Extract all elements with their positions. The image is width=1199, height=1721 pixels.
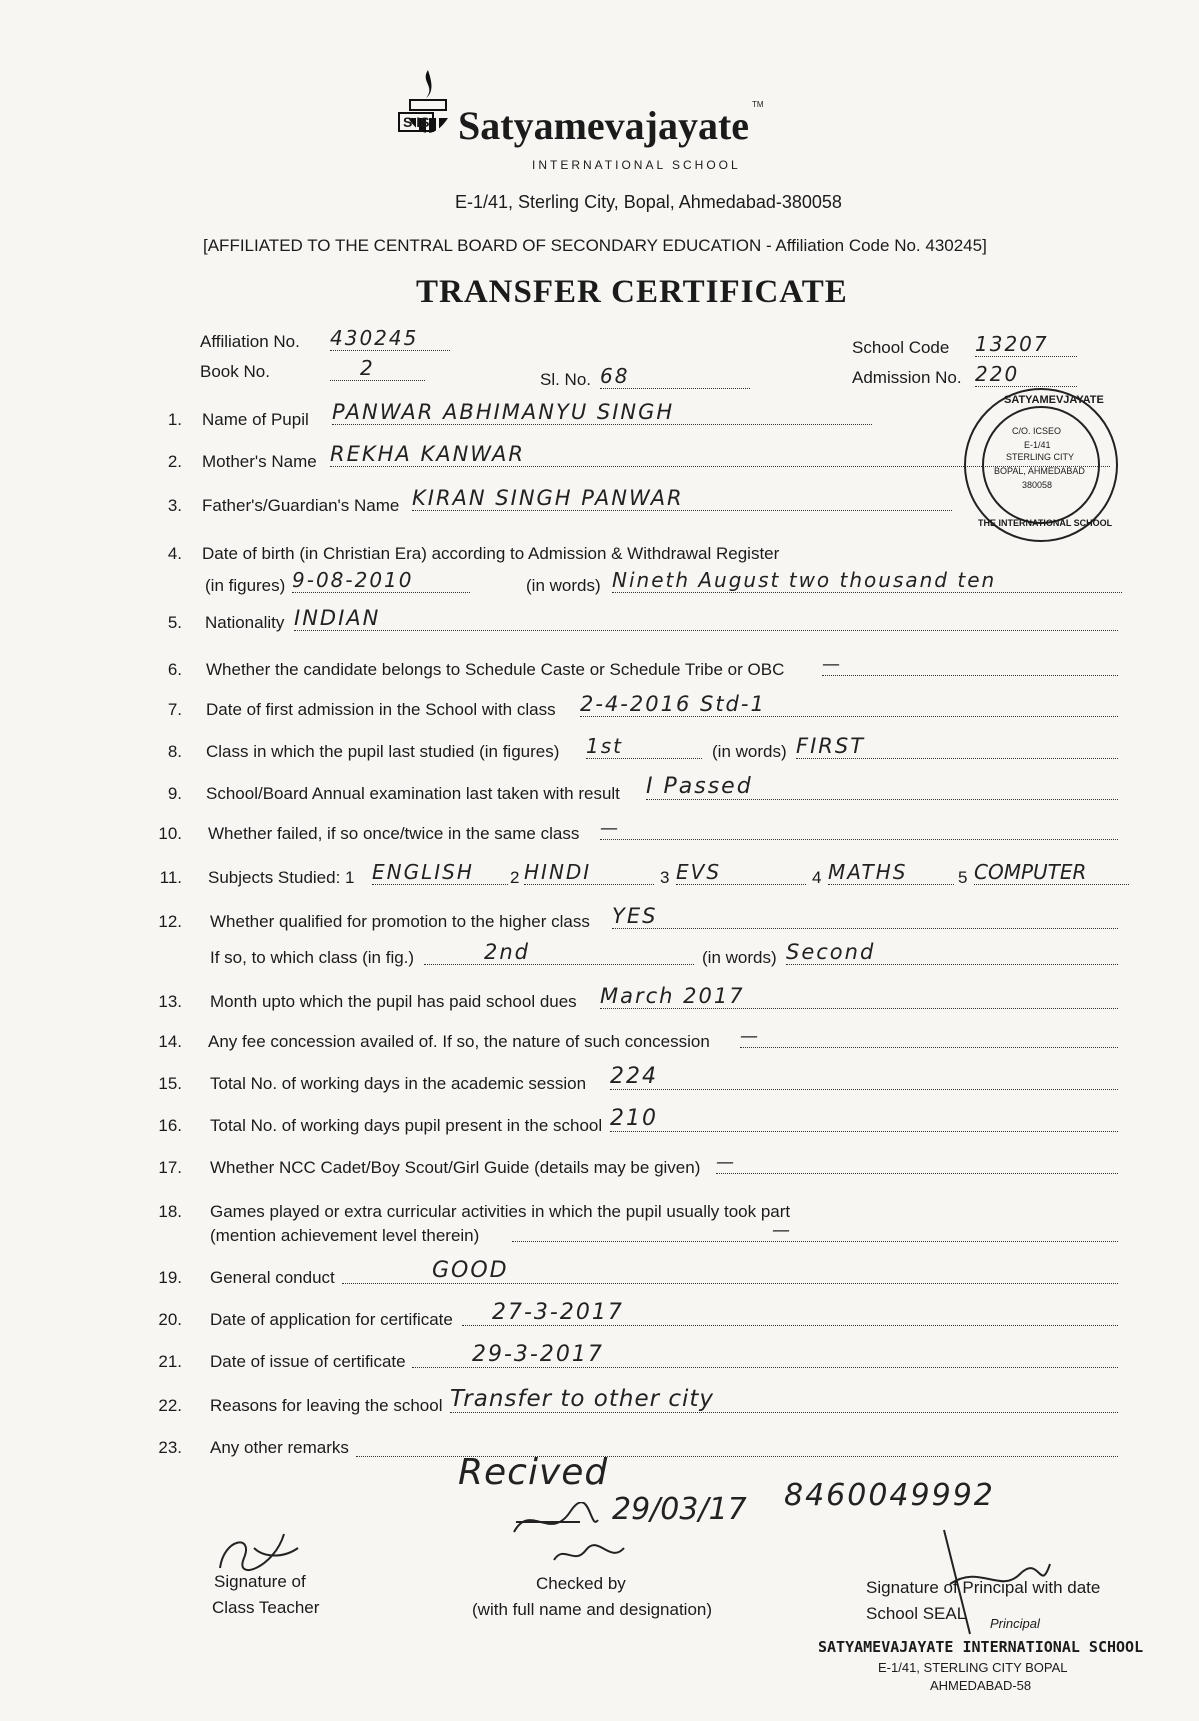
field-22-value: Transfer to other city (450, 1386, 1118, 1413)
field-5-value: INDIAN (294, 606, 1118, 631)
field-8-figures-value: 1st (586, 734, 702, 759)
remark-received: Recived (458, 1452, 609, 1493)
affiliation-line: [AFFILIATED TO THE CENTRAL BOARD OF SECONDARY EDUCATION - Affiliation Code No. 430245] (203, 236, 987, 255)
field-11-number: 11. (159, 868, 182, 887)
field-16-label: Total No. of working days pupil present in the school (210, 1116, 603, 1135)
field-2-number: 2. (167, 452, 182, 471)
field-19-value: GOOD (342, 1258, 1118, 1284)
stamp-ring-top: SATYAMEVJAYATE (1004, 394, 1104, 406)
field-22-number: 22. (158, 1396, 182, 1415)
field-21-number: 21. (158, 1352, 182, 1371)
field-21-label: Date of issue of certificate (210, 1352, 406, 1371)
field-9-label: School/Board Annual examination last taken with result (206, 784, 620, 803)
field-8-words-label: (in words) (712, 742, 787, 761)
principal-stamp-3: E-1/41, STERLING CITY BOPAL (878, 1660, 1068, 1675)
field-8-number: 8. (167, 742, 182, 761)
class-teacher-label-2: Class Teacher (212, 1598, 320, 1617)
principal-signature-label: Signature of Principal with date (866, 1578, 1101, 1597)
field-16-number: 16. (158, 1116, 182, 1135)
promotion-class-fig-value: 2nd (424, 940, 694, 965)
subject-5-number: 5 (958, 868, 968, 887)
field-20-number: 20. (158, 1310, 182, 1329)
subject-4-value: MATHS (828, 860, 954, 885)
subject-2-value: HINDI (524, 860, 654, 885)
field-7-label: Date of first admission in the School with class (206, 700, 556, 719)
field-21-value: 29-3-2017 (412, 1342, 1118, 1368)
dob-figures-value: 9-08-2010 (292, 568, 470, 593)
checked-by-designation: (with full name and designation) (472, 1600, 713, 1619)
field-17-label: Whether NCC Cadet/Boy Scout/Girl Guide (details may be given) (210, 1158, 701, 1177)
field-20-label: Date of application for certificate (210, 1310, 453, 1329)
field-1-label: Name of Pupil (202, 410, 309, 429)
field-10-label: Whether failed, if so once/twice in the same class (208, 824, 580, 843)
field-7-number: 7. (167, 700, 182, 719)
stamp-center-2: E-1/41 (1024, 440, 1051, 450)
field-18-value: — (512, 1220, 1118, 1242)
field-14-number: 14. (158, 1032, 182, 1051)
subject-3-value: EVS (676, 860, 806, 885)
field-10-value: — (600, 818, 1118, 840)
field-3-label: Father's/Guardian's Name (202, 496, 400, 515)
field-2-label: Mother's Name (202, 452, 317, 471)
field-22-label: Reasons for leaving the school (210, 1396, 443, 1415)
field-18-label: Games played or extra curricular activities in which the pupil usually took part (210, 1202, 791, 1221)
admission-no-value: 220 (975, 362, 1077, 387)
logo-tm: TM (752, 100, 764, 109)
field-4-label: Date of birth (in Christian Era) according to Admission & Withdrawal Register (202, 544, 780, 563)
school-seal-stamp (964, 388, 1118, 542)
field-8-words-value: FIRST (796, 734, 1118, 759)
stamp-ring-bottom: THE INTERNATIONAL SCHOOL (978, 518, 1113, 528)
field-6-number: 6. (167, 660, 182, 679)
field-14-label: Any fee concession availed of. If so, the nature of such concession (208, 1032, 710, 1051)
subject-1-value: ENGLISH (372, 860, 508, 885)
field-4-number: 4. (167, 544, 182, 563)
field-15-label: Total No. of working days in the academic session (210, 1074, 587, 1093)
field-9-number: 9. (167, 784, 182, 803)
promotion-class-words-label: (in words) (702, 948, 777, 967)
school-code-label: School Code (852, 338, 950, 357)
book-no-value: 2 (330, 356, 425, 381)
field-20-value: 27-3-2017 (462, 1300, 1118, 1326)
field-7-value: 2-4-2016 Std-1 (580, 692, 1118, 717)
field-17-number: 17. (158, 1158, 182, 1177)
dob-words-value: Nineth August two thousand ten (612, 568, 1122, 593)
field-17-value: — (716, 1152, 1118, 1174)
logo-letters: S IS (398, 112, 434, 132)
field-15-value: 224 (610, 1064, 1118, 1090)
field-5-number: 5. (167, 613, 182, 632)
field-15-number: 15. (158, 1074, 182, 1093)
field-23-label: Any other remarks (210, 1438, 349, 1457)
field-12-value: YES (612, 904, 1118, 929)
affiliation-no-label: Affiliation No. (200, 332, 300, 351)
field-1-value: PANWAR ABHIMANYU SINGH (332, 400, 872, 425)
field-13-label: Month upto which the pupil has paid school dues (210, 992, 577, 1011)
field-2-value: REKHA KANWAR (330, 442, 1110, 467)
principal-stamp-1: Principal (990, 1616, 1040, 1631)
subject-3-number: 3 (660, 868, 670, 887)
sl-no-label: Sl. No. (540, 370, 592, 389)
field-23-number: 23. (158, 1438, 182, 1457)
logo-subtitle: INTERNATIONAL SCHOOL (532, 158, 741, 172)
field-11-label: Subjects Studied: 1 (208, 868, 355, 887)
field-6-label: Whether the candidate belongs to Schedule Caste or Schedule Tribe or OBC (206, 660, 785, 679)
field-19-label: General conduct (210, 1268, 335, 1287)
field-5-label: Nationality (205, 613, 285, 632)
field-12-label: Whether qualified for promotion to the higher class (210, 912, 590, 931)
school-address: E-1/41, Sterling City, Bopal, Ahmedabad-380058 (455, 192, 842, 212)
field-18-number: 18. (158, 1202, 182, 1221)
field-19-number: 19. (158, 1268, 182, 1287)
document-title: TRANSFER CERTIFICATE (416, 274, 848, 310)
field-9-value: I Passed (646, 774, 1118, 800)
stamp-center-4: BOPAL, AHMEDABAD (994, 466, 1085, 476)
stamp-center-1: C/O. ICSEO (1012, 426, 1062, 436)
checked-by-signature (550, 1540, 630, 1575)
school-code-value: 13207 (975, 332, 1077, 357)
book-no-label: Book No. (200, 362, 270, 381)
field-3-number: 3. (167, 496, 182, 515)
dob-words-label: (in words) (526, 576, 601, 595)
stamp-center-5: 380058 (1022, 480, 1053, 490)
field-13-number: 13. (158, 992, 182, 1011)
affiliation-no-value: 430245 (330, 326, 450, 351)
admission-no-label: Admission No. (852, 368, 962, 387)
stamp-center-3: STERLING CITY (1006, 452, 1075, 462)
principal-stamp-4: AHMEDABAD-58 (930, 1678, 1032, 1693)
sl-no-value: 68 (600, 364, 750, 389)
logo-name: Satyamevajayate (458, 103, 750, 148)
subject-5-value: COMPUTER (974, 860, 1129, 885)
remark-date: 29/03/17 (612, 1492, 747, 1527)
principal-stamp-2: SATYAMEVAJAYATE INTERNATIONAL SCHOOL (818, 1638, 1144, 1656)
field-14-value: — (740, 1026, 1118, 1048)
promotion-class-fig-label: If so, to which class (in fig.) (210, 948, 415, 967)
school-seal-label: School SEAL (866, 1604, 967, 1623)
promotion-class-words-value: Second (786, 940, 1118, 965)
field-10-number: 10. (158, 824, 182, 843)
checked-by-label: Checked by (536, 1574, 626, 1593)
class-teacher-label-1: Signature of (214, 1572, 306, 1591)
field-1-number: 1. (167, 410, 182, 429)
remark-phone: 8460049992 (784, 1478, 995, 1513)
field-13-value: March 2017 (600, 984, 1118, 1009)
field-6-value: — (822, 654, 1118, 676)
dob-figures-label: (in figures) (205, 576, 286, 595)
field-3-value: KIRAN SINGH PANWAR (412, 486, 952, 511)
field-8-label: Class in which the pupil last studied (in figures) (206, 742, 560, 761)
field-18-sub-label: (mention achievement level therein) (210, 1226, 480, 1245)
subject-2-number: 2 (510, 868, 520, 887)
field-16-value: 210 (610, 1106, 1118, 1132)
subject-4-number: 4 (812, 868, 822, 887)
field-12-number: 12. (158, 912, 182, 931)
